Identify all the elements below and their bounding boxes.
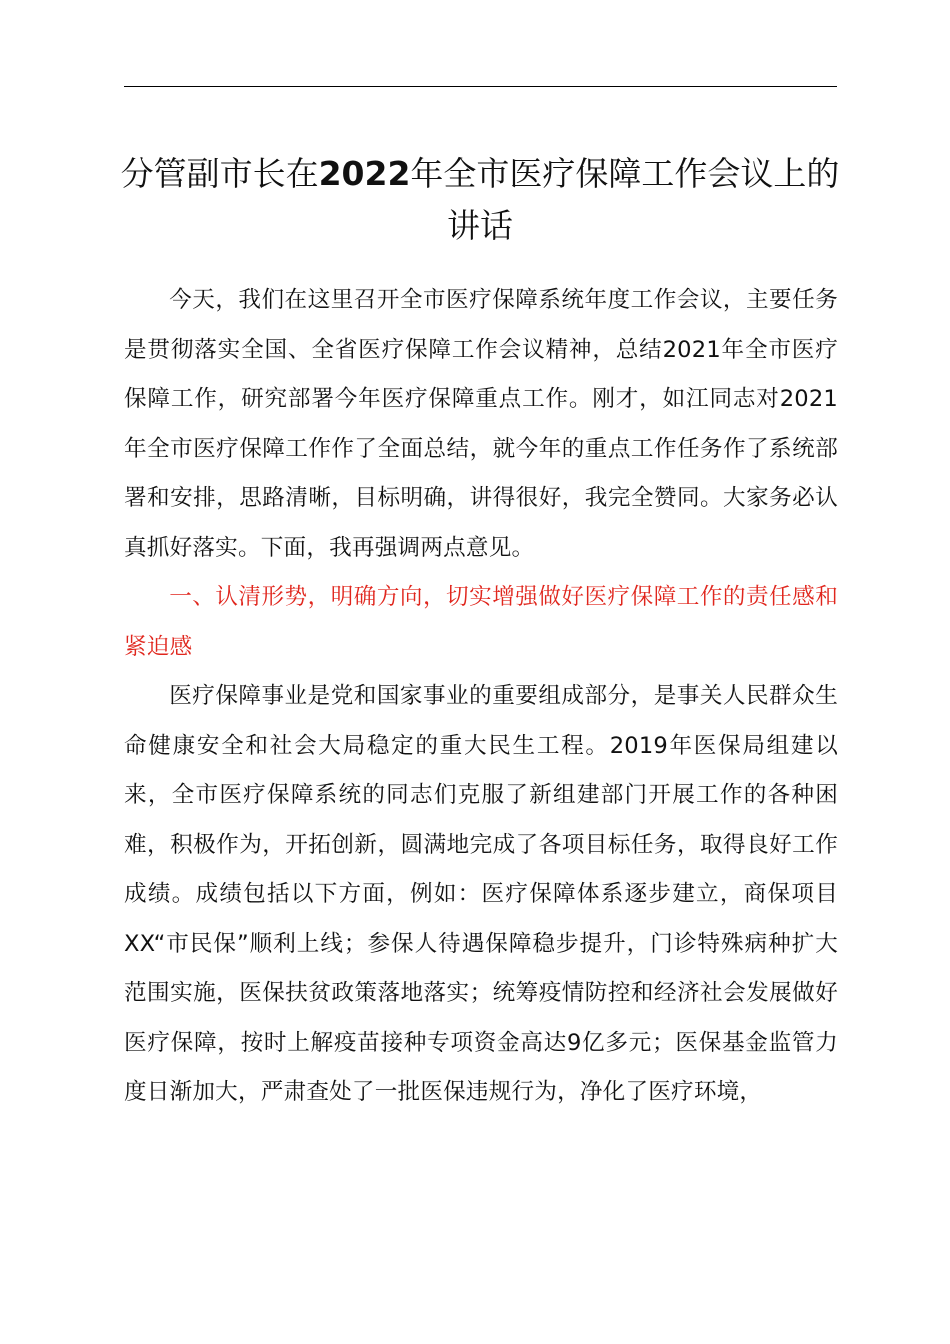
title-year: 2022 bbox=[318, 154, 411, 193]
title-prefix: 分管副市长在 bbox=[120, 154, 319, 193]
header-rule bbox=[124, 86, 837, 87]
intro-paragraph: 今天，我们在这里召开全市医疗保障系统年度工作会议，主要任务是贯彻落实全国、全省医疗保障工作会议精神，总结2021年全市医疗保障工作，研究部署今年医疗保障重点工作。刚才，如江同志对2021年全市医疗保障工作作了全面总结，就今年的重点工作任务作了系统部署和安排，思路清晰，目标明确，讲得很好，我完全赞同。大家务必认真抓好落实。下面，我再强调两点意见。 bbox=[124, 287, 838, 561]
title-suffix: 年全市医疗保障工作会议上的讲话 bbox=[410, 154, 840, 245]
section-heading-1: 一、认清形势，明确方向，切实增强做好医疗保障工作的责任感和紧迫感 bbox=[124, 584, 838, 660]
document-title bbox=[110, 148, 850, 252]
section-1-paragraph: 医疗保障事业是党和国家事业的重要组成部分，是事关人民群众生命健康安全和社会大局稳定的重大民生工程。2019年医保局组建以来，全市医疗保障系统的同志们克服了新组建部门开展工作的各种困难，积极作为，开拓创新，圆满地完成了各项目标任务，取得良好工作成绩。成绩包括以下方面，例如：医疗保障体系逐步建立，商保项目XX“市民保”顺利上线；参保人待遇保障稳步提升，门诊特殊病种扩大范围实施，医保扶贫政策落地落实；统筹疫情防控和经济社会发展做好医疗保障，按时上解疫苗接种专项资金高达9亿多元；医保基金监管力度日渐加大，严肃查处了一批医保违规行为，净化了医疗环境， bbox=[124, 683, 838, 1105]
document-body bbox=[124, 276, 838, 1118]
